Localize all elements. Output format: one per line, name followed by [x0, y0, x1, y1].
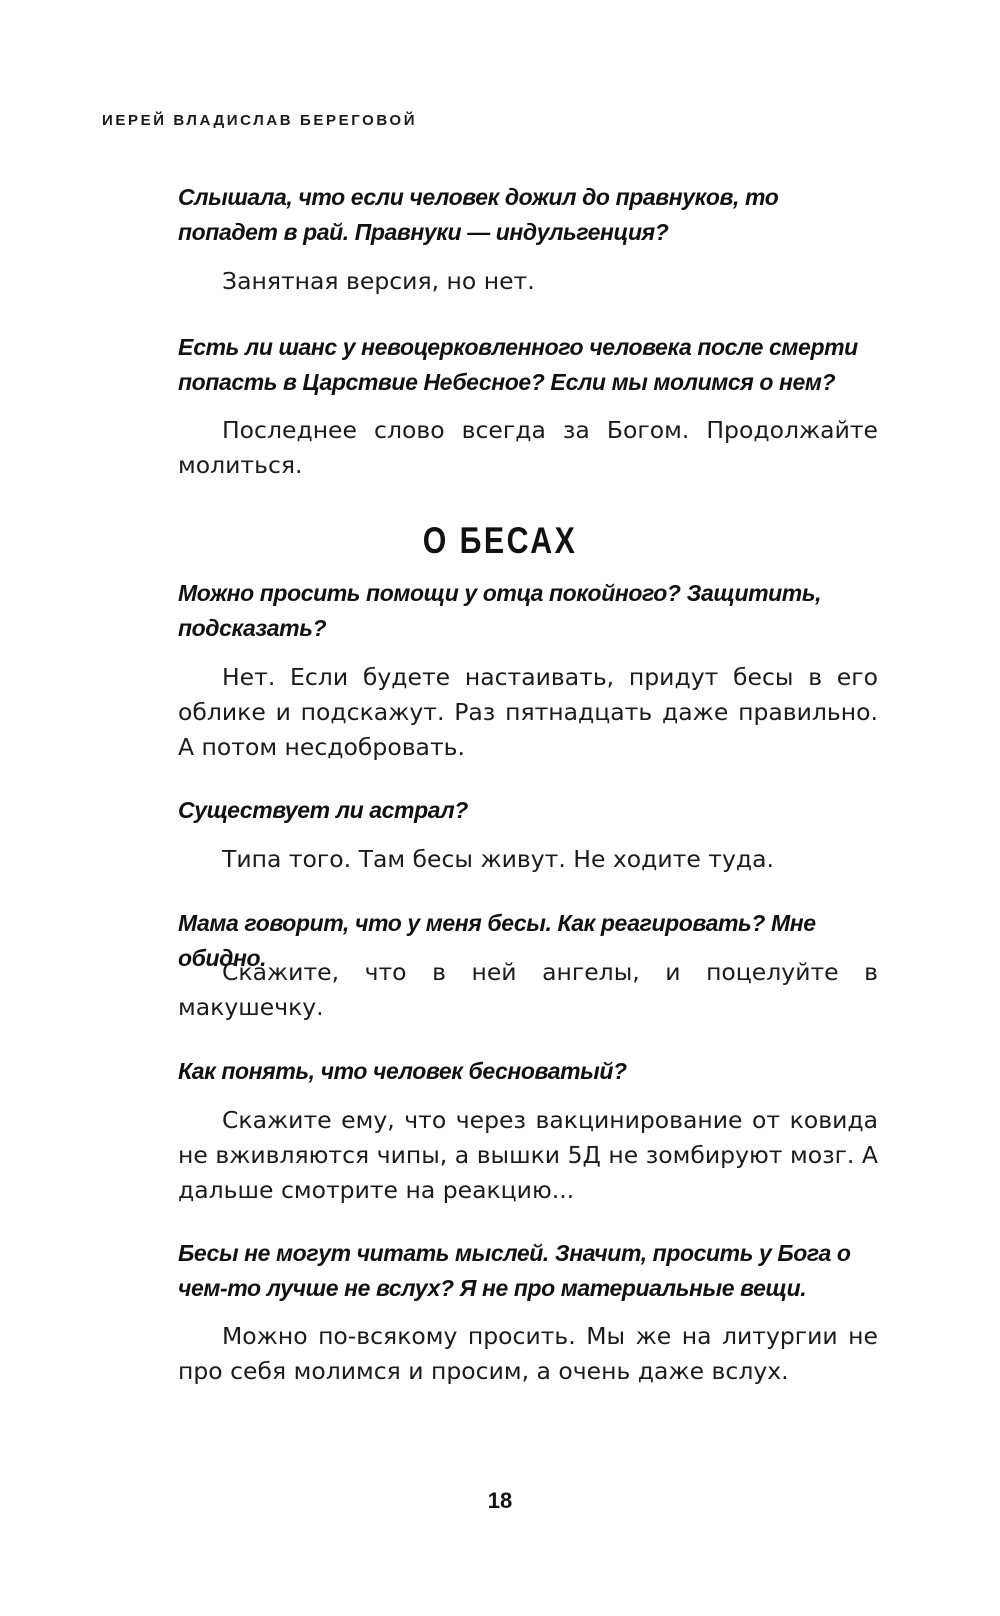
qa-item — [178, 1236, 878, 1306]
qa-item — [178, 1054, 878, 1089]
qa-item — [178, 1103, 878, 1208]
page-number: 18 — [487, 1488, 513, 1513]
question: Бесы не могут читать мыслей. Значит, просить у Бога о чем-то лучше не вслух? Я не про материальные вещи. — [178, 1240, 851, 1301]
section-title: О БЕСАХ — [422, 520, 578, 561]
qa-item — [178, 264, 878, 299]
answer: Занятная версия, но нет. — [222, 267, 535, 295]
answer: Можно по-всякому просить. Мы же на литургии не про себя молимся и просим, а очень даже вслух. — [178, 1322, 878, 1385]
question: Можно просить помощи у отца покойного? Защитить, подсказать? — [178, 580, 822, 641]
question: Есть ли шанс у невоцерковленного человека после смерти попасть в Царствие Небесное? Если мы молимся о нем? — [178, 334, 858, 395]
qa-item — [178, 660, 878, 765]
answer: Скажите ему, что через вакцинирование от ковида не вживляются чипы, а вышки 5Д не зомбируют мозг. А дальше смотрите на реакцию... — [178, 1106, 878, 1204]
qa-item — [178, 413, 878, 483]
qa-item — [178, 955, 878, 1025]
qa-item — [178, 576, 878, 646]
answer: Типа того. Там бесы живут. Не ходите туда. — [222, 845, 775, 873]
qa-item — [178, 793, 878, 828]
question: Мама говорит, что у меня бесы. Как реагировать? Мне обидно. — [178, 910, 816, 971]
qa-item — [178, 842, 878, 877]
answer: Нет. Если будете настаивать, придут бесы в его облике и подскажут. Раз пятнадцать даже правильно. А потом несдобровать. — [178, 663, 878, 761]
qa-item — [178, 1319, 878, 1389]
question: Слышала, что если человек дожил до правнуков, то попадет в рай. Правнуки — индульгенция? — [178, 184, 779, 245]
answer: Скажите, что в ней ангелы, и поцелуйте в макушечку. — [178, 958, 878, 1021]
running-head: ИЕРЕЙ ВЛАДИСЛАВ БЕРЕГОВОЙ — [102, 112, 418, 129]
question: Существует ли астрал? — [178, 797, 468, 823]
qa-item — [178, 180, 878, 250]
answer: Последнее слово всегда за Богом. Продолжайте молиться. — [178, 416, 878, 479]
qa-item — [178, 330, 878, 400]
question: Как понять, что человек бесноватый? — [178, 1058, 627, 1084]
